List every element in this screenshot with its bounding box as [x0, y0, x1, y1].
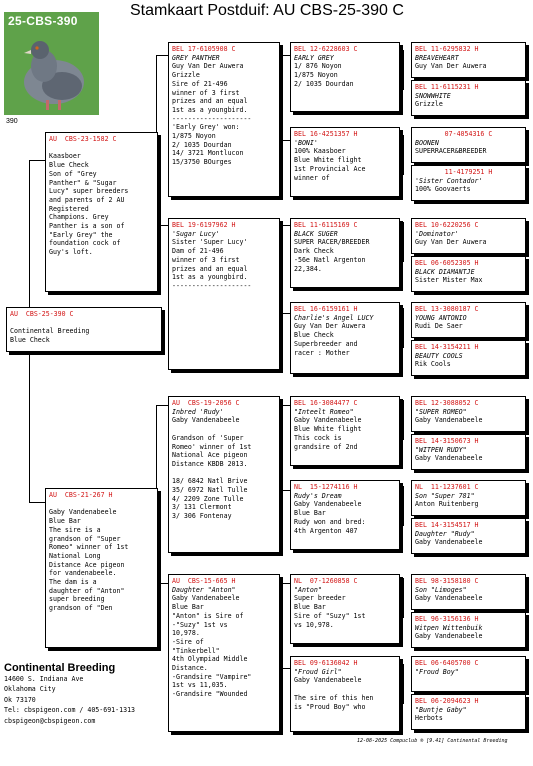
pedigree-line: Blue Check — [294, 331, 334, 340]
pigeon-photo — [4, 12, 99, 115]
pedigree-line: 1/875 Noyon — [172, 132, 216, 141]
card-ssd[interactable] — [290, 127, 400, 197]
pedigree-line: grandson of "Super — [49, 534, 121, 543]
pedigree-line: 100% Goovaerts — [415, 185, 471, 194]
pedigree-line: BEAUTY COOLS — [415, 351, 463, 360]
pedigree-line: Lucy" super breeders — [49, 187, 129, 196]
card-g5-1[interactable] — [411, 42, 526, 78]
card-g5-14[interactable] — [411, 612, 526, 648]
pedigree-line: 1st as a youngbird. — [172, 273, 248, 282]
ring-number: BEL 11-6115231 H — [415, 83, 479, 91]
pedigree-line: The sire of this hen — [294, 693, 374, 702]
pedigree-line: SUPER RACER/BREEDER — [294, 238, 370, 247]
pedigree-line: 18/ 6842 Natl Brive — [172, 477, 248, 486]
pedigree-line: Blue White flight — [294, 425, 362, 434]
pedigree-line: "WITPEN RUDY" — [415, 445, 467, 454]
pedigree-line: super breeding — [49, 595, 105, 604]
ring-number: BEL 14-3150673 H — [415, 437, 479, 445]
pedigree-line: 3/ 131 Clermont — [172, 503, 232, 512]
pedigree-line: Witpen Wittenbuik — [415, 623, 483, 632]
pedigree-line: Inbred 'Rudy' — [172, 407, 224, 416]
ring-number: BEL 16-3084477 C — [294, 399, 358, 407]
ring-number: BEL 96-3156136 H — [415, 615, 479, 623]
card-dss[interactable] — [290, 396, 400, 466]
pedigree-line: GREY PANTHER — [172, 53, 220, 62]
ring-number: BEL 06-2094623 H — [415, 697, 479, 705]
card-sss[interactable] — [290, 42, 400, 112]
pedigree-line: Blue Bar — [294, 509, 326, 518]
ring-number: BEL 13-3080187 C — [415, 305, 479, 313]
pedigree-line: Distance. — [172, 664, 208, 673]
ring-number: NL 07-1260858 C — [294, 577, 358, 585]
pedigree-line: Panther is a son of — [49, 222, 125, 231]
ring-label: 25-CBS-390 — [8, 14, 78, 28]
card-dam[interactable] — [45, 488, 158, 648]
pedigree-line: is "Proud Boy" who — [294, 702, 366, 711]
ring-number: BEL 14-3154517 H — [415, 521, 479, 529]
breeder-address-2: Oklahoma City — [4, 685, 56, 694]
pedigree-line: The dam is a — [49, 578, 97, 587]
pedigree-line — [172, 469, 276, 478]
pedigree-line: Romeo' winner of 1st — [172, 442, 252, 451]
pedigree-line: 1st vs 11,035. — [172, 681, 228, 690]
pedigree-line: winner of 3 first — [172, 88, 240, 97]
pedigree-line: -Grandsire "Wounded — [172, 690, 248, 699]
pedigree-line: Distance KBDB 2013. — [172, 459, 248, 468]
pedigree-line: Daughter "Rudy" — [415, 529, 475, 538]
ring-number: BEL 10-6220256 C — [415, 221, 479, 229]
pedigree-line: Champions. Grey — [49, 213, 109, 222]
photo-number: 390 — [6, 118, 18, 125]
pedigree-line: 'Sister Contador' — [415, 176, 483, 185]
pedigree-line: BLACK DIAMANTJE — [415, 267, 475, 276]
pedigree-line: 4th Olympiad Middle — [172, 655, 248, 664]
breeder-block — [4, 662, 135, 726]
ring-number: BEL 09-6136042 H — [294, 659, 358, 667]
pedigree-line: "Early Grey" the — [49, 230, 113, 239]
pedigree-line: 35/ 6972 Natl Tulle — [172, 486, 248, 495]
pedigree-line: "Inteelt Romeo" — [294, 407, 354, 416]
pedigree-line: This cock is — [294, 433, 342, 442]
pedigree-line: prizes and an equal — [172, 264, 248, 273]
breeder-address-1: 14600 S. Indiana Ave — [4, 675, 84, 683]
pedigree-line: Grizzle — [415, 100, 443, 109]
pedigree-line: 1st as a youngbird. — [172, 105, 248, 114]
card-g5-13[interactable] — [411, 574, 526, 610]
breeder-address-3: Ok 73170 — [4, 695, 36, 704]
pedigree-line: Charlie's Angel LUCY — [294, 313, 374, 322]
pedigree-line: 4/ 2209 Zone Tulle — [172, 494, 244, 503]
ring-number: NL 15-1274116 H — [294, 483, 358, 491]
pedigree-line: Blue Check — [49, 161, 89, 170]
ring-number: BEL 11-6115169 C — [294, 221, 358, 229]
pedigree-line: daughter of "Anton" — [49, 586, 125, 595]
breeder-email: cbspigeon@cbspigeon.com — [4, 716, 96, 725]
pedigree-line: 100% Kaasboer — [294, 147, 346, 156]
card-g5-12[interactable] — [411, 518, 526, 554]
pedigree-line: Panther" & "Sugar — [49, 178, 117, 187]
pedigree-line: Gaby Vandenabeele — [415, 416, 483, 425]
pedigree-line: Rudi De Saer — [415, 322, 463, 331]
pedigree-line: Rudy's Dream — [294, 491, 342, 500]
pedigree-line: Gaby Vandenabeele — [294, 416, 362, 425]
pedigree-line: "Anton" — [294, 585, 322, 594]
pedigree-line: for vandenabeele. — [49, 569, 117, 578]
pedigree-line: Kaasboer — [49, 152, 81, 161]
card-dam-sire[interactable] — [168, 396, 280, 553]
pedigree-line: SNOWWHITE — [415, 91, 451, 100]
pedigree-line: Gaby Vandenabeele — [415, 538, 483, 547]
pedigree-line: Sire of 21-496 — [172, 79, 228, 88]
ring-number: BEL 16-6159161 H — [294, 305, 358, 313]
card-dsd[interactable] — [290, 480, 400, 550]
ring-number: AU CBS-25-390 C — [10, 310, 74, 318]
card-g5-2[interactable] — [411, 80, 526, 116]
ring-number: AU CBS-21-267 H — [49, 491, 113, 499]
pedigree-line: -------------------- — [172, 114, 252, 123]
pedigree-line: 15/3750 BOurges — [172, 158, 232, 167]
breeder-phone: Tel: cbspigeon.com / 405-691-1313 — [4, 706, 136, 715]
pedigree-line: Gaby Vandenabeele — [415, 594, 483, 603]
pedigree-line: -------------------- — [172, 281, 252, 290]
card-g5-11[interactable] — [411, 480, 526, 516]
ring-number: BEL 16-4251357 H — [294, 130, 358, 138]
pedigree-line: Blue Check — [10, 336, 50, 345]
pedigree-line: winner of 3 first — [172, 255, 240, 264]
ring-number: NL 11-1237601 C — [415, 483, 479, 491]
footer-text: 12-08-2025 Compuclub ® [9.41] Continental Breeding — [357, 738, 508, 744]
pedigree-line — [49, 500, 154, 509]
pedigree-line: Gaby Vandenabeele — [172, 416, 240, 425]
pedigree-line: -"Suzy" 1st vs — [172, 620, 228, 629]
pedigree-line: Daughter "Anton" — [172, 585, 236, 594]
pedigree-line: Gaby Vandenabeele — [49, 508, 117, 517]
ring-number: BEL 06-6405700 C — [415, 659, 479, 667]
pedigree-line: 14/ 3721 Montlucon — [172, 149, 244, 158]
pedigree-line: The sire is a — [49, 525, 101, 534]
card-g5-10[interactable] — [411, 434, 526, 470]
pedigree-line: Distance Ace pigeon — [49, 560, 125, 569]
pedigree-line: grandsire of 2nd — [294, 442, 358, 451]
pedigree-line: Blue White flight — [294, 156, 362, 165]
pedigree-line: National Ace pigeon — [172, 451, 248, 460]
ring-number: BEL 14-3154211 H — [415, 343, 479, 351]
pedigree-line: 1/ 876 Noyon — [294, 62, 342, 71]
pedigree-line: "Froud Girl" — [294, 667, 342, 676]
pedigree-line: Son of "Grey — [49, 169, 97, 178]
card-g5-7[interactable] — [411, 302, 526, 338]
breeder-name: Continental Breeding — [4, 662, 116, 674]
card-sire-sire[interactable] — [168, 42, 280, 197]
pedigree-line: Sister Mister Max — [415, 276, 483, 285]
pedigree-line — [49, 144, 154, 153]
ring-number: BEL 06-6052305 H — [415, 259, 479, 267]
card-g5-5[interactable] — [411, 218, 526, 254]
pedigree-line — [172, 425, 276, 434]
pedigree-line: Herbots — [415, 714, 443, 723]
card-sire-dam[interactable] — [168, 218, 280, 370]
pedigree-line: -56e Natl Argenton — [294, 255, 366, 264]
pedigree-line: 'Early Grey' won: — [172, 123, 240, 132]
pedigree-line: Gaby Vandenabeele — [172, 594, 240, 603]
card-dds[interactable] — [290, 574, 400, 644]
card-ddd[interactable] — [290, 656, 400, 732]
pedigree-line: 3/ 306 Fontenay — [172, 512, 232, 521]
pedigree-line: -Sire of — [172, 637, 204, 646]
ring-number: 11-4179251 H — [444, 168, 493, 176]
pedigree-line: 2/ 1035 Dourdan — [294, 79, 354, 88]
pedigree-line: Anton Ruitenberg — [415, 500, 479, 509]
card-sds[interactable] — [290, 218, 400, 288]
pedigree-line: Super breeder — [294, 594, 346, 603]
pedigree-line: BLACK SUGER — [294, 229, 338, 238]
ring-number: BEL 17-6105908 C — [172, 45, 236, 53]
ring-number: AU CBS-15-665 H — [172, 577, 236, 585]
pedigree-line: SUPERRACER&BREEDER — [415, 147, 487, 156]
pedigree-line: National Long — [49, 551, 101, 560]
card-g5-9[interactable] — [411, 396, 526, 432]
pedigree-line — [10, 319, 158, 328]
pedigree-line: Rik Cools — [415, 360, 451, 369]
pedigree-line: racer : Mother — [294, 348, 350, 357]
pedigree-line: EARLY GREY — [294, 53, 334, 62]
card-sdd[interactable] — [290, 302, 400, 374]
pedigree-line: foundation cock of — [49, 239, 121, 248]
pedigree-line: prizes and an equal — [172, 97, 248, 106]
ring-number: BEL 12-6228603 C — [294, 45, 358, 53]
pedigree-line: -Grandsire "Vampire" — [172, 672, 252, 681]
ring-number: 07-4054316 C — [444, 130, 493, 138]
ring-number: AU CBS-23-1582 C — [49, 135, 117, 143]
pedigree-line: Sire of "Suzy" 1st — [294, 611, 366, 620]
card-g5-8[interactable] — [411, 340, 526, 376]
ring-number: AU CBS-19-2056 C — [172, 399, 240, 407]
pedigree-line: Romeo" winner of 1st — [49, 543, 129, 552]
card-g5-15[interactable] — [411, 656, 526, 692]
pedigree-line: 4th Argenton 407 — [294, 526, 358, 535]
pedigree-line: 22,384. — [294, 264, 322, 273]
pedigree-line: Gaby Vandenabeele — [294, 500, 362, 509]
card-g5-16[interactable] — [411, 694, 526, 730]
pedigree-line: "Anton" is Sire of — [172, 611, 244, 620]
pedigree-line: Dark Check — [294, 247, 334, 256]
card-g5-4[interactable] — [411, 165, 526, 201]
card-g5-3[interactable] — [411, 127, 526, 163]
ring-number: BEL 98-3158180 C — [415, 577, 479, 585]
pedigree-line: winner of — [294, 173, 330, 182]
pedigree-line: Sister 'Super Lucy' — [172, 238, 248, 247]
pedigree-line: Grizzle — [172, 71, 200, 80]
card-dam-dam[interactable] — [168, 574, 280, 732]
pedigree-line: Gaby Vandenabeele — [294, 676, 362, 685]
ring-number: BEL 19-6197962 H — [172, 221, 236, 229]
pedigree-line: Guy's loft. — [49, 248, 93, 257]
ring-number: BEL 11-6295832 H — [415, 45, 479, 53]
pedigree-line: Gaby Vandenabeele — [415, 454, 483, 463]
pedigree-line: Blue Bar — [172, 603, 204, 612]
page-title: Stamkaart Postduif: AU CBS-25-390 C — [130, 2, 404, 19]
pedigree-line: Guy Van Der Auwera — [294, 322, 366, 331]
pedigree-line: Blue Bar — [49, 517, 81, 526]
pedigree-line: Blue Bar — [294, 603, 326, 612]
pedigree-line: and parents of 2 AU — [49, 195, 125, 204]
pedigree-line: 'BONI' — [294, 138, 318, 147]
pedigree-line: "SUPER ROMEO" — [415, 407, 467, 416]
pedigree-line: Continental Breeding — [10, 327, 90, 336]
pedigree-line: BOONEN — [415, 138, 439, 147]
pedigree-line: BREAVEHEART — [415, 53, 459, 62]
pedigree-line: 2/ 1035 Dourdan — [172, 140, 232, 149]
card-g5-6[interactable] — [411, 256, 526, 292]
pedigree-line: 'Dominator' — [415, 229, 459, 238]
pedigree-line: vs 10,978. — [294, 620, 334, 629]
pedigree-line: Gaby Vandenabeele — [415, 632, 483, 641]
pedigree-line: Son "Super 781" — [415, 491, 475, 500]
card-sire[interactable] — [45, 132, 158, 292]
pedigree-line: Guy Van Der Auwera — [415, 238, 487, 247]
pedigree-line: Rudy won and bred: — [294, 517, 366, 526]
ring-number: BEL 12-3088052 C — [415, 399, 479, 407]
card-pigeon[interactable] — [6, 307, 162, 352]
pedigree-line: 1/875 Noyon — [294, 71, 338, 80]
pedigree-line: 1st Provincial Ace — [294, 164, 366, 173]
pedigree-line: Grandson of 'Super — [172, 433, 244, 442]
pedigree-line: Son "Limoges" — [415, 585, 467, 594]
pedigree-line: Superbreeder and — [294, 339, 358, 348]
pedigree-line: Registered — [49, 204, 89, 213]
pedigree-line: 10,978. — [172, 629, 200, 638]
pedigree-line: grandson of "Den — [49, 604, 113, 613]
pedigree-line: Guy Van Der Auwera — [415, 62, 487, 71]
pedigree-line: "Froud Boy" — [415, 667, 459, 676]
pedigree-line — [294, 685, 396, 694]
pedigree-line: YOUNG ANTONIO — [415, 313, 467, 322]
pedigree-line: Dam of 21-496 — [172, 247, 224, 256]
pedigree-line: "Buntje Gaby" — [415, 705, 467, 714]
pedigree-line: 'Sugar Lucy' — [172, 229, 220, 238]
pedigree-line: Guy Van Der Auwera — [172, 62, 244, 71]
pedigree-line: "Tinkerbell" — [172, 646, 220, 655]
